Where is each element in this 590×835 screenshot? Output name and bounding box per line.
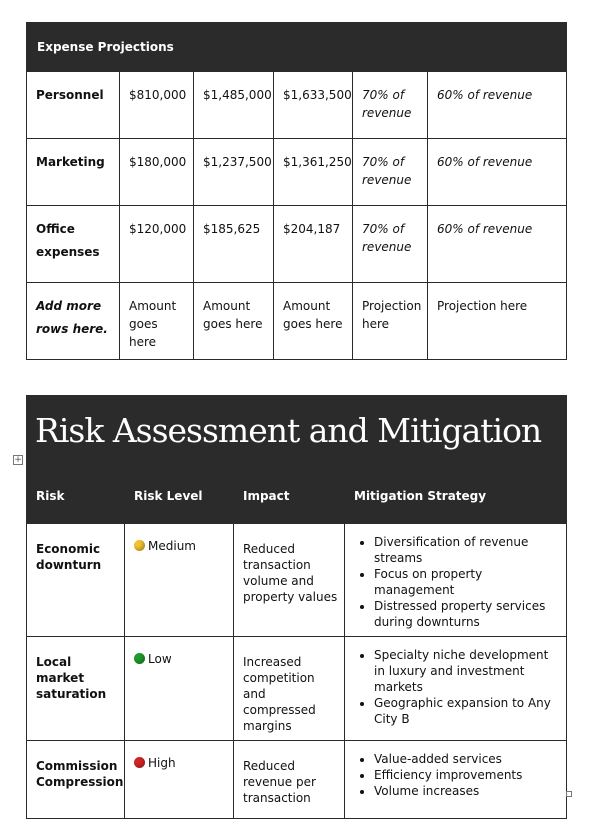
column-header-impact: Impact	[234, 468, 345, 524]
table-cell: $1,633,500	[274, 72, 353, 139]
table-cell: $180,000	[120, 139, 194, 206]
table-cell: Amount goes here	[274, 283, 353, 360]
risk-impact: Increased competition and compressed margins	[234, 637, 345, 741]
move-cross-icon[interactable]: +	[14, 455, 22, 465]
risk-level-label: Medium	[148, 539, 196, 553]
table-cell: Amount goes here	[120, 283, 194, 360]
table-cell: $810,000	[120, 72, 194, 139]
list-item: • Efficiency improvements	[374, 767, 560, 783]
mitigation-strategy	[345, 524, 567, 637]
table-row	[27, 524, 567, 637]
table-cell: 60% of revenue	[428, 139, 567, 206]
list-item: • Distressed property services during downturns	[374, 598, 560, 630]
table-row	[27, 637, 567, 741]
row-label: Personnel	[27, 72, 120, 139]
column-header-risk: Risk	[27, 468, 125, 524]
risk-level-label: High	[148, 756, 176, 770]
risk-impact: Reduced revenue per transaction	[234, 741, 345, 819]
list-item: • Diversification of revenue streams	[374, 534, 560, 566]
table-cell: $204,187	[274, 206, 353, 283]
row-label: Add more rows here.	[27, 283, 120, 360]
table-cell: Projection here	[428, 283, 567, 360]
table-row	[27, 741, 567, 819]
risk-level	[125, 741, 234, 819]
high-dot-icon	[134, 757, 145, 768]
risk-name: Economic downturn	[27, 524, 125, 637]
risk-level	[125, 524, 234, 637]
risk-name: Commission Compression	[27, 741, 125, 819]
table-row	[27, 139, 567, 206]
list-item: • Focus on property management	[374, 566, 560, 598]
medium-dot-icon	[134, 540, 145, 551]
table-cell: 60% of revenue	[428, 206, 567, 283]
table-cell: $1,485,000	[194, 72, 274, 139]
strategy-list	[345, 751, 560, 799]
list-item: • Specialty niche development in luxury and investment markets	[374, 647, 560, 695]
table-cell: 70% of revenue	[353, 206, 428, 283]
column-header-risk-level: Risk Level	[125, 468, 234, 524]
list-item: • Geographic expansion to Any City B	[374, 695, 560, 727]
table-cell: $1,361,250	[274, 139, 353, 206]
table-cell: 70% of revenue	[353, 139, 428, 206]
list-item: • Value-added services	[374, 751, 560, 767]
table-row	[27, 283, 567, 360]
risk-impact: Reduced transaction volume and property values	[234, 524, 345, 637]
table-row	[27, 206, 567, 283]
table-cell: Amount goes here	[194, 283, 274, 360]
low-dot-icon	[134, 653, 145, 664]
table-cell: $185,625	[194, 206, 274, 283]
row-label: Office expenses	[27, 206, 120, 283]
risk-name: Local market saturation	[27, 637, 125, 741]
risk-level-label: Low	[148, 652, 172, 666]
risk-level	[125, 637, 234, 741]
table-cell: $120,000	[120, 206, 194, 283]
table-cell: $1,237,500	[194, 139, 274, 206]
expense-table-title: Expense Projections	[27, 23, 567, 72]
list-item: • Volume increases	[374, 783, 560, 799]
risk-assessment-table	[26, 467, 567, 819]
resize-square-icon[interactable]	[566, 791, 572, 797]
table-cell: 70% of revenue	[353, 72, 428, 139]
row-label: Marketing	[27, 139, 120, 206]
column-header-mitigation: Mitigation Strategy	[345, 468, 567, 524]
mitigation-strategy	[345, 637, 567, 741]
table-row	[27, 72, 567, 139]
risk-section-heading: Risk Assessment and Mitigation	[26, 395, 567, 467]
mitigation-strategy	[345, 741, 567, 819]
table-cell: Projection here	[353, 283, 428, 360]
strategy-list	[345, 534, 560, 630]
table-cell: 60% of revenue	[428, 72, 567, 139]
expense-projections-table	[26, 22, 567, 360]
strategy-list	[345, 647, 560, 727]
